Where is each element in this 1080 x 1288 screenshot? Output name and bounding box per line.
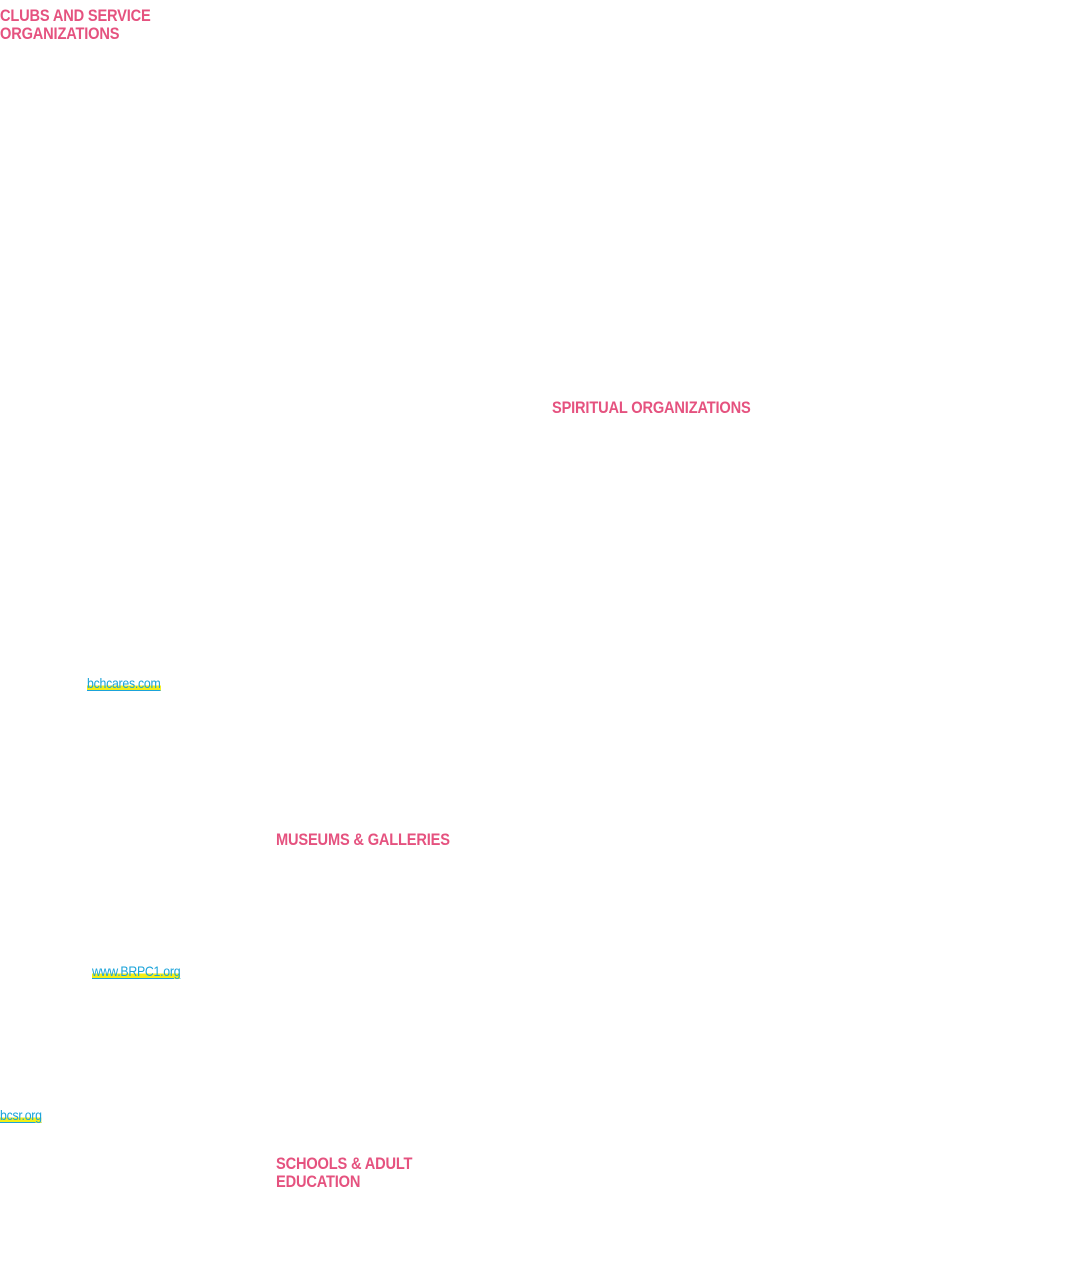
spiritual-organizations-heading: SPIRITUAL ORGANIZATIONS xyxy=(552,398,751,417)
bcsr-link[interactable]: bcsr.org xyxy=(0,1107,42,1123)
museums-and-galleries-heading: MUSEUMS & GALLERIES xyxy=(276,830,450,849)
brpc1-link[interactable]: www.BRPC1.org xyxy=(92,963,181,979)
clubs-and-service-organizations-heading: CLUBS AND SERVICE ORGANIZATIONS xyxy=(0,6,151,43)
schools-and-adult-education-heading: SCHOOLS & ADULT EDUCATION xyxy=(276,1154,413,1191)
bchcares-link[interactable]: bchcares.com xyxy=(87,675,161,691)
